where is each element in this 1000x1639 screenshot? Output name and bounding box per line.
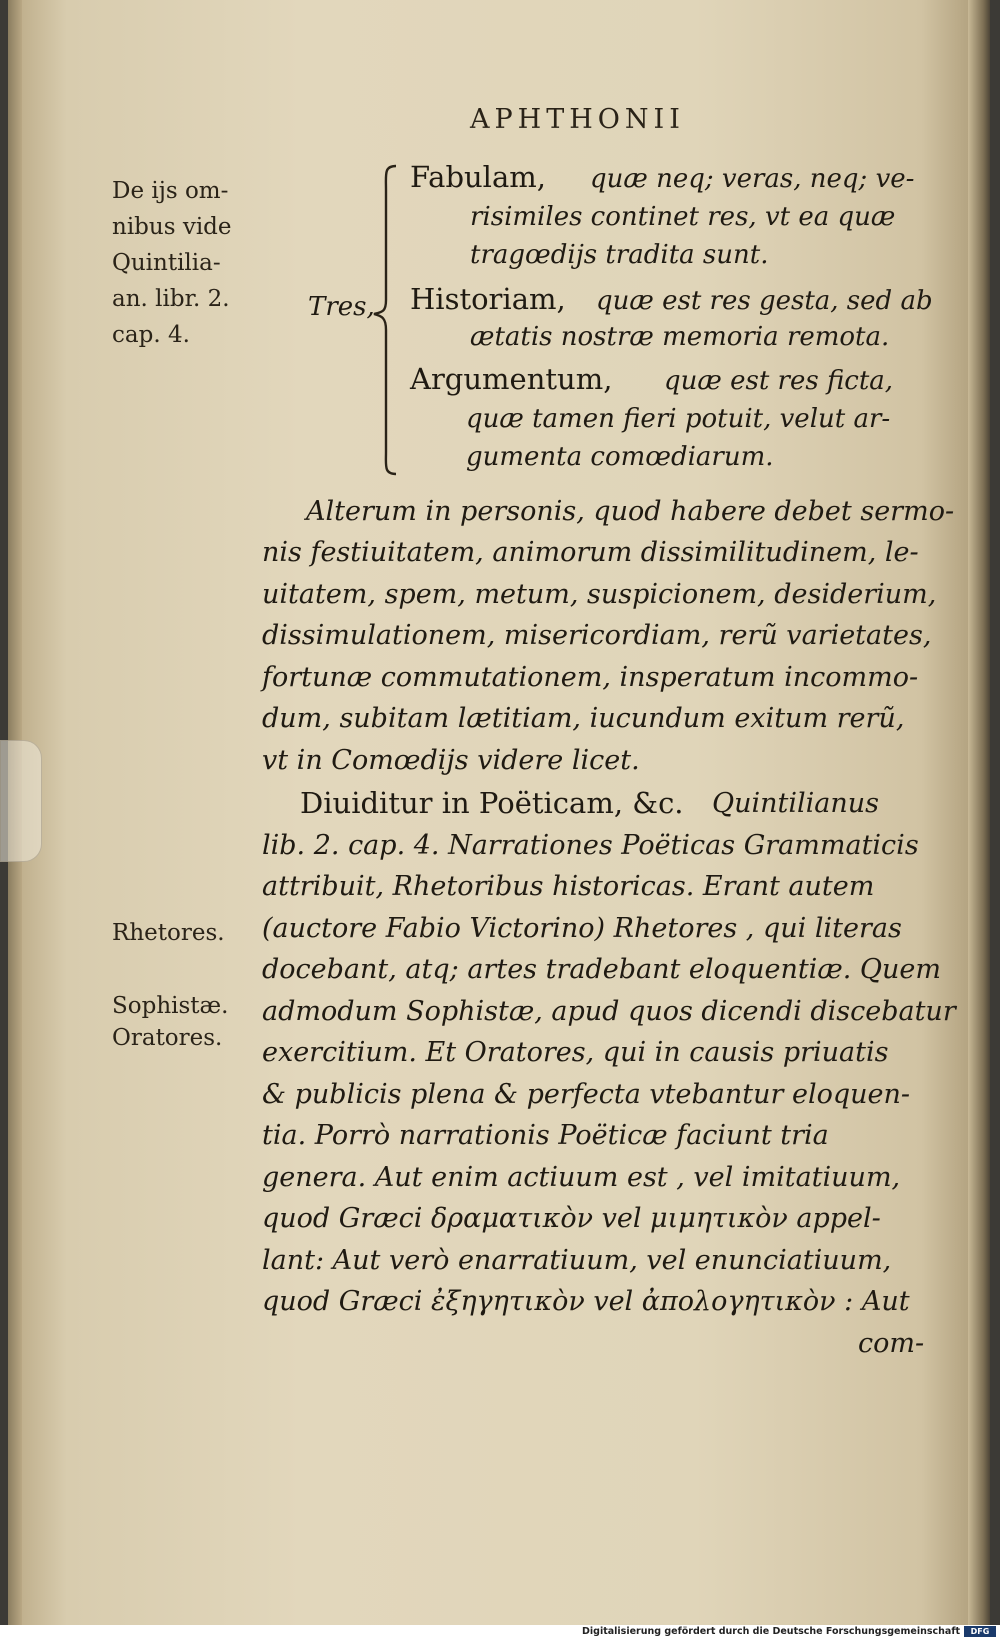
margin-note-sophistae: Sophistæ. (112, 993, 229, 1019)
margin-note: Quintilia- (112, 250, 221, 276)
footer-credit: Digitalisierung gefördert durch die Deutsche Forschungsgemeinschaft (582, 1626, 960, 1637)
dfg-logo-icon: DFG (964, 1626, 996, 1637)
paragraph-line: lant: Aut verò enarratiuum, vel enunciatiuum, (262, 1245, 892, 1276)
paragraph-line: docebant, atq; artes tradebant eloquentiæ. Quem (262, 954, 941, 985)
paragraph-line: lib. 2. cap. 4. Narrationes Poëticas Grammaticis (262, 830, 919, 861)
margin-note-oratores: Oratores. (112, 1025, 223, 1051)
margin-note: an. libr. 2. (112, 286, 230, 312)
paragraph-lead-tail: Quintilianus (712, 788, 880, 819)
paragraph-line: exercitium. Et Oratores, qui in causis priuatis (262, 1037, 889, 1068)
brace-item-line: ætatis nostræ memoria remota. (470, 322, 890, 352)
paragraph-line: quod Græci ἐξηγητικὸν vel ἀπολογητικὸν : Aut (262, 1286, 910, 1317)
paragraph-line: (auctore Fabio Victorino) Rhetores , qui literas (262, 913, 902, 944)
paragraph-line: nis festiuitatem, animorum dissimilitudinem, le- (262, 537, 919, 568)
paragraph-line: admodum Sophistæ, apud quos dicendi discebatur (262, 996, 956, 1027)
paragraph-line: tia. Porrò narrationis Poëticæ faciunt tria (262, 1120, 829, 1151)
brace-item-line: quæ est res ficta, (664, 366, 894, 396)
paragraph-line: vt in Comœdijs videre licet. (262, 745, 640, 776)
brace-item-line: risimiles continet res, vt ea quæ (470, 202, 896, 232)
paragraph-line: genera. Aut enim actiuum est , vel imitatiuum, (262, 1162, 901, 1193)
digitization-footer (0, 1625, 1000, 1639)
margin-note: nibus vide (112, 214, 232, 240)
running-head: APHTHONII (470, 104, 685, 135)
paragraph-line: fortunæ commutationem, insperatum incommo- (262, 662, 919, 693)
paragraph-line: Alterum in personis, quod habere debet sermo- (306, 496, 955, 527)
paragraph-line: & publicis plena & perfecta vtebantur eloquen- (262, 1079, 911, 1110)
paragraph-lead: Diuiditur in Poëticam, &c. (300, 786, 684, 820)
curly-brace-icon (372, 160, 402, 480)
paragraph-line: attribuit, Rhetoribus historicas. Erant autem (262, 871, 875, 902)
paragraph-line: uitatem, spem, metum, suspicionem, desiderium, (262, 579, 937, 610)
brace-item-head: Fabulam, (410, 160, 546, 194)
page-clip-tab (0, 740, 42, 862)
brace-label: Tres, (308, 292, 375, 322)
brace-item-head: Historiam, (410, 282, 566, 316)
page-right-edge (968, 0, 990, 1625)
paragraph-line: dum, subitam lætitiam, iucundum exitum rerũ, (262, 703, 905, 734)
brace-item-line: tragœdijs tradita sunt. (470, 240, 769, 270)
brace-item-line: quæ neq; veras, neq; ve- (590, 164, 915, 194)
brace-item-line: quæ tamen fieri potuit, velut ar- (466, 404, 891, 434)
catchword: com- (858, 1328, 925, 1359)
paragraph-line: quod Græci δραματικὸν vel μιμητικὸν appel- (262, 1203, 881, 1234)
margin-note: De ijs om- (112, 178, 229, 204)
brace-item-line: gumenta comœdiarum. (466, 442, 774, 472)
brace-item-head: Argumentum, (410, 362, 613, 396)
paragraph-line: dissimulationem, misericordiam, rerũ varietates, (262, 620, 932, 651)
margin-note: cap. 4. (112, 322, 190, 348)
margin-note-rhetores: Rhetores. (112, 920, 225, 946)
brace-item-line: quæ est res gesta, sed ab (596, 286, 933, 316)
